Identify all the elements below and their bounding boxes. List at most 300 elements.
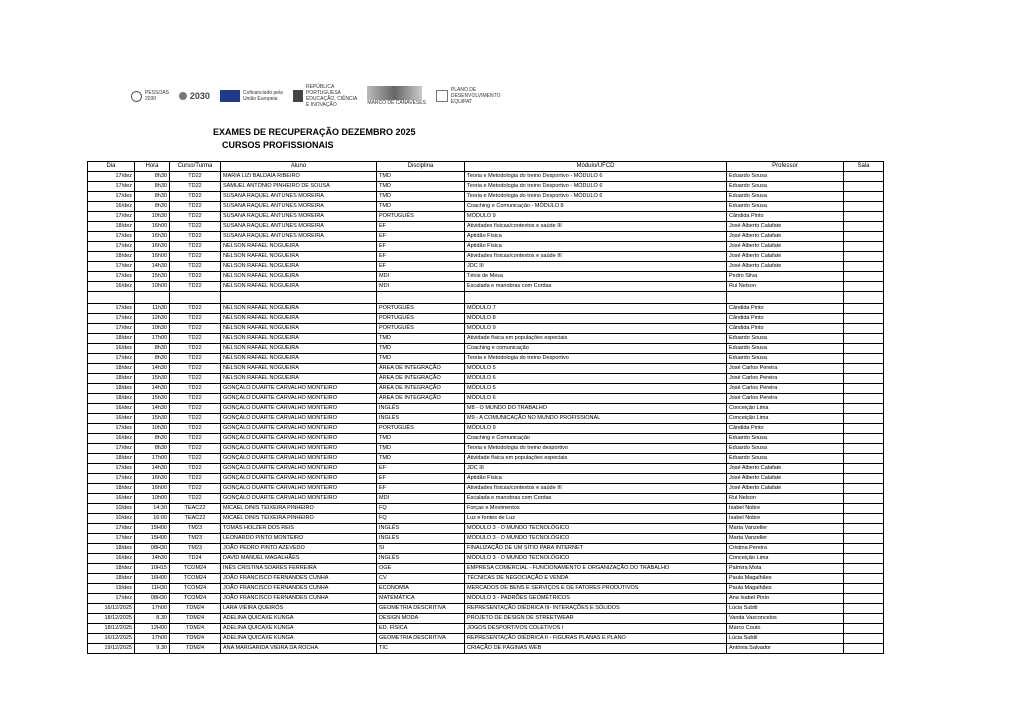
cell-turma: TD22: [170, 444, 221, 454]
cell-disciplina: INGLÊS: [377, 414, 465, 424]
cell-hora: 16:00: [135, 514, 170, 524]
cell-dia: 16/12/2025: [88, 634, 135, 644]
cell-aluno: DAVID MANUEL MAGALHÃES: [221, 554, 377, 564]
cell-turma: TD22: [170, 252, 221, 262]
cell-disciplina: PORTUGUÊS: [377, 424, 465, 434]
cell-sala: [844, 644, 884, 654]
cell-turma: TD22: [170, 282, 221, 292]
cell-hora: 8h30: [135, 344, 170, 354]
cell-sala: [844, 314, 884, 324]
cell-turma: TD22: [170, 384, 221, 394]
page-title: EXAMES DE RECUPERAÇÃO DEZEMBRO 2025: [213, 127, 416, 137]
cell-modulo: CRIAÇÃO DE PÁGINAS WEB: [465, 644, 727, 654]
cell-hora: 10h00: [135, 282, 170, 292]
cell-disciplina: MDI: [377, 282, 465, 292]
cell-professor: Rui Nelson: [727, 282, 844, 292]
cell-disciplina: PORTUGUÊS: [377, 212, 465, 222]
cell-modulo: MÓDULO 6: [465, 374, 727, 384]
cell-turma: TD22: [170, 414, 221, 424]
cell-dia: 17/dez: [88, 314, 135, 324]
cell-disciplina: PORTUGUÊS: [377, 304, 465, 314]
cell-dia: 10/dez: [88, 504, 135, 514]
cell-disciplina: EF: [377, 262, 465, 272]
cell-dia: 16/dez: [88, 434, 135, 444]
table-row: [88, 334, 884, 344]
table-body: [88, 172, 884, 654]
cell-hora: 8h30: [135, 192, 170, 202]
cell-professor: Pedro Silva: [727, 272, 844, 282]
cell-modulo: MÓDULO 6: [465, 394, 727, 404]
cell-disciplina: GEOMETRIA DESCRITIVA: [377, 604, 465, 614]
cell-turma: TD22: [170, 344, 221, 354]
cell-disciplina: TMD: [377, 354, 465, 364]
cell-hora: 8h30: [135, 202, 170, 212]
cell-professor: José Alberto Calafate: [727, 484, 844, 494]
cell-hora: 8h30: [135, 444, 170, 454]
table-row: [88, 414, 884, 424]
cell-modulo: JDC III: [465, 262, 727, 272]
cell-dia: 17/dez: [88, 354, 135, 364]
cell-professor: Eduardo Sousa: [727, 444, 844, 454]
cell-dia: 17/dez: [88, 304, 135, 314]
cell-aluno: MARIA LIZI BALDAIA RIBEIRO: [221, 172, 377, 182]
cell-hora: 15H00: [135, 524, 170, 534]
table-row: [88, 272, 884, 282]
cell-professor: Eduardo Sousa: [727, 202, 844, 212]
cell-sala: [844, 394, 884, 404]
cell-turma: TD22: [170, 242, 221, 252]
cell-sala: [844, 202, 884, 212]
cell-disciplina: GEOMETRIA DESCRITIVA: [377, 634, 465, 644]
cell-aluno: NELSON RAFAEL NOGUEIRA: [221, 354, 377, 364]
cell-aluno: NELSON RAFAEL NOGUEIRA: [221, 314, 377, 324]
cell-sala: [844, 584, 884, 594]
cell-professor: Marta Vanzeller: [727, 534, 844, 544]
cell-disciplina: OGE: [377, 564, 465, 574]
cell-modulo: MERCADOS DE BENS E SERVIÇOS E DE FATORES PRODUTIVOS: [465, 584, 727, 594]
cell-professor: Cândida Pinto: [727, 424, 844, 434]
cell-disciplina: FQ: [377, 514, 465, 524]
cell-dia: 16/dez: [88, 404, 135, 414]
cell-hora: 16h30: [135, 242, 170, 252]
cell-turma: TD22: [170, 304, 221, 314]
cell-hora: 15H00: [135, 534, 170, 544]
cell-aluno: NELSON RAFAEL NOGUEIRA: [221, 364, 377, 374]
cell-modulo: REPRESENTAÇÃO DIÉDRICA II - FIGURAS PLANAS E PLANO: [465, 634, 727, 644]
cell-turma: TDM24: [170, 634, 221, 644]
cell-modulo: Teoria e Metodologia do treino Desportivo - MÓDULO 6: [465, 172, 727, 182]
cell-turma: TD22: [170, 464, 221, 474]
cell-dia: 17/dez: [88, 242, 135, 252]
cell-dia: 17/dez: [88, 424, 135, 434]
exam-schedule-table: [87, 161, 884, 654]
cell-disciplina: ÁREA DE INTEGRAÇÃO: [377, 364, 465, 374]
cell-turma: TEAC22: [170, 514, 221, 524]
cell-hora: 14h30: [135, 554, 170, 564]
cell-disciplina: EF: [377, 484, 465, 494]
cell-professor: Eduardo Sousa: [727, 434, 844, 444]
cell-aluno: SUSANA RAQUEL ANTUNES MOREIRA: [221, 232, 377, 242]
cell-modulo: EMPRESA COMERCIAL - FUNCIONAMENTO E ORGANIZAÇÃO DO TRABALHO: [465, 564, 727, 574]
cell-disciplina: EF: [377, 222, 465, 232]
cell-professor: Paula Magalhães: [727, 584, 844, 594]
cell-disciplina: CV: [377, 574, 465, 584]
cell-aluno: LEONARDO PINTO MONTEIRO: [221, 534, 377, 544]
cell-modulo: MÓDULO 3 - PADRÕES GEOMÉTRICOS: [465, 594, 727, 604]
cell-hora: 8h30: [135, 172, 170, 182]
cell-hora: 11h30: [135, 304, 170, 314]
cell-turma: TEAC22: [170, 504, 221, 514]
cell-sala: [844, 624, 884, 634]
cell-turma: TD22: [170, 494, 221, 504]
cell-aluno: SUSANA RAQUEL ANTUNES MOREIRA: [221, 192, 377, 202]
cell-sala: [844, 262, 884, 272]
cell-hora: 10h00: [135, 494, 170, 504]
cell-professor: Marta Vanzeller: [727, 524, 844, 534]
cell-modulo: Teoria e Metodologia do treino Desportivo - MÓDULO 6: [465, 192, 727, 202]
cell-sala: [844, 444, 884, 454]
cell-turma: TD22: [170, 222, 221, 232]
cell-disciplina: INGLÊS: [377, 534, 465, 544]
cell-hora: 14h30: [135, 364, 170, 374]
cell-modulo: Teoria e Metodologia do treino Desportivo - MÓDULO 6: [465, 182, 727, 192]
cell-disciplina: PORTUGUÊS: [377, 314, 465, 324]
cell-modulo: M9 - A COMUNICAÇÃO NO MUNDO PROFISSIONAL: [465, 414, 727, 424]
cell-dia: 18/dez: [88, 394, 135, 404]
table-row: [88, 484, 884, 494]
cell-dia: [88, 292, 135, 304]
cell-turma: TCOM24: [170, 584, 221, 594]
cell-sala: [844, 212, 884, 222]
table-row: [88, 344, 884, 354]
cell-disciplina: ECONOMIA: [377, 584, 465, 594]
cell-hora: 17h00: [135, 604, 170, 614]
cell-professor: José Alberto Calafate: [727, 474, 844, 484]
cell-modulo: Atividades físicas/contextos e saúde III: [465, 222, 727, 232]
cell-sala: [844, 272, 884, 282]
cell-dia: 17/dez: [88, 464, 135, 474]
cell-turma: TD22: [170, 172, 221, 182]
table-row: [88, 292, 884, 304]
cell-hora: 8h30: [135, 182, 170, 192]
eu-flag-icon: [220, 90, 240, 102]
cell-professor: Isabel Nobre: [727, 514, 844, 524]
cell-turma: TM23: [170, 534, 221, 544]
cell-aluno: GONÇALO DUARTE CARVALHO MONTEIRO: [221, 464, 377, 474]
cell-dia: 10/dez: [88, 514, 135, 524]
cell-professor: Palmira Mota: [727, 564, 844, 574]
cell-sala: [844, 344, 884, 354]
cell-disciplina: TMD: [377, 172, 465, 182]
table-row: [88, 364, 884, 374]
cell-dia: 18/dez: [88, 454, 135, 464]
cell-dia: 17/dez: [88, 444, 135, 454]
cell-sala: [844, 514, 884, 524]
cell-disciplina: TIC: [377, 644, 465, 654]
cell-disciplina: TMD: [377, 202, 465, 212]
cell-dia: 16/dez: [88, 344, 135, 354]
table-row: [88, 634, 884, 644]
cell-sala: [844, 282, 884, 292]
cell-professor: [727, 292, 844, 304]
cell-turma: TD22: [170, 272, 221, 282]
cell-hora: 14h30: [135, 404, 170, 414]
cell-sala: [844, 504, 884, 514]
cell-dia: 17/dez: [88, 232, 135, 242]
cell-turma: TD22: [170, 324, 221, 334]
cell-hora: 16h30: [135, 474, 170, 484]
cell-modulo: Coaching e Comunicação: [465, 434, 727, 444]
cell-modulo: MÓDULO 5: [465, 364, 727, 374]
cell-professor: Eduardo Sousa: [727, 172, 844, 182]
cell-sala: [844, 464, 884, 474]
cell-dia: 17/dez: [88, 262, 135, 272]
table-row: [88, 242, 884, 252]
cell-hora: 16h00: [135, 484, 170, 494]
cell-sala: [844, 604, 884, 614]
cell-modulo: Atividade física em populações especiais: [465, 334, 727, 344]
cell-turma: TD22: [170, 424, 221, 434]
cell-aluno: GONÇALO DUARTE CARVALHO MONTEIRO: [221, 444, 377, 454]
table-row: [88, 524, 884, 534]
cell-sala: [844, 252, 884, 262]
cell-modulo: Ténis de Mesa: [465, 272, 727, 282]
cell-aluno: NELSON RAFAEL NOGUEIRA: [221, 242, 377, 252]
cell-dia: 18/12/2025: [88, 624, 135, 634]
cell-modulo: Atividade física em populações especiais: [465, 454, 727, 464]
cell-disciplina: TMD: [377, 434, 465, 444]
cell-hora: 17h00: [135, 454, 170, 464]
cell-aluno: JOÃO FRANCISCO FERNANDES CUNHA: [221, 594, 377, 604]
cell-professor: Vanda Vasconcelos: [727, 614, 844, 624]
cell-turma: TD22: [170, 182, 221, 192]
cell-hora: 10h30: [135, 324, 170, 334]
cell-professor: Cândida Pinto: [727, 212, 844, 222]
cell-hora: 08H30: [135, 544, 170, 554]
cell-aluno: NELSON RAFAEL NOGUEIRA: [221, 282, 377, 292]
cell-aluno: LARA VIEIRA QUEIRÓS: [221, 604, 377, 614]
cell-disciplina: EF: [377, 252, 465, 262]
cell-hora: 8h30: [135, 434, 170, 444]
cell-hora: 08H30: [135, 594, 170, 604]
cell-modulo: TÉCNICAS DE NEGOCIAÇÃO E VENDA: [465, 574, 727, 584]
cell-turma: TD22: [170, 232, 221, 242]
cell-professor: Eduardo Sousa: [727, 334, 844, 344]
cell-aluno: NELSON RAFAEL NOGUEIRA: [221, 334, 377, 344]
cell-aluno: NELSON RAFAEL NOGUEIRA: [221, 252, 377, 262]
cell-aluno: SUSANA RAQUEL ANTUNES MOREIRA: [221, 202, 377, 212]
cell-hora: 10H15: [135, 564, 170, 574]
table-row: [88, 434, 884, 444]
cell-turma: TD24: [170, 554, 221, 564]
cell-turma: TD22: [170, 394, 221, 404]
cell-aluno: ADELINA QUICAXE KUNGA: [221, 624, 377, 634]
cell-professor: Cristina Pereira: [727, 544, 844, 554]
table-row: [88, 202, 884, 212]
header-dia: Dia: [88, 162, 135, 172]
table-row: [88, 232, 884, 242]
eu-cofinanced-logo: Cofinanciado pela União Europeia: [220, 90, 283, 102]
cell-professor: José Alberto Calafate: [727, 252, 844, 262]
header-sala: Sala: [844, 162, 884, 172]
cell-aluno: JOÃO FRANCISCO FERNANDES CUNHA: [221, 574, 377, 584]
cell-aluno: SUSANA RAQUEL ANTUNES MOREIRA: [221, 212, 377, 222]
cell-modulo: Coaching e comunicação: [465, 344, 727, 354]
table-row: [88, 282, 884, 292]
cell-turma: [170, 292, 221, 304]
table-row: [88, 404, 884, 414]
cell-professor: José Carlos Pereira: [727, 374, 844, 384]
cell-professor: Conceição Lima: [727, 404, 844, 414]
cell-sala: [844, 434, 884, 444]
cell-dia: 17/dez: [88, 474, 135, 484]
table-row: [88, 504, 884, 514]
cell-modulo: Luz e fontes de Luz: [465, 514, 727, 524]
cell-sala: [844, 484, 884, 494]
table-row: [88, 192, 884, 202]
cell-sala: [844, 242, 884, 252]
cell-hora: 15h30: [135, 394, 170, 404]
cell-professor: José Carlos Pereira: [727, 364, 844, 374]
cell-aluno: ADELINA QUICAXE KUNGA: [221, 634, 377, 644]
cell-sala: [844, 374, 884, 384]
cell-dia: 17/dez: [88, 172, 135, 182]
cell-aluno: JOÃO PEDRO PINTO AZEVEDO: [221, 544, 377, 554]
page-subtitle: CURSOS PROFISSIONAIS: [222, 140, 334, 150]
cell-sala: [844, 614, 884, 624]
cell-dia: 17/dez: [88, 534, 135, 544]
cell-disciplina: ÁREA DE INTEGRAÇÃO: [377, 384, 465, 394]
cell-professor: Cândida Pinto: [727, 304, 844, 314]
cell-sala: [844, 182, 884, 192]
table-row: [88, 252, 884, 262]
cell-sala: [844, 594, 884, 604]
table-row: [88, 594, 884, 604]
portugal-2030-icon: [179, 92, 187, 100]
cell-turma: TDM24: [170, 644, 221, 654]
cell-disciplina: ÁREA DE INTEGRAÇÃO: [377, 394, 465, 404]
cell-modulo: MÓDULO 9: [465, 212, 727, 222]
cell-disciplina: TMD: [377, 192, 465, 202]
cell-disciplina: TMD: [377, 182, 465, 192]
cell-hora: 14:30: [135, 504, 170, 514]
cell-professor: José Alberto Calafate: [727, 242, 844, 252]
cell-disciplina: TMD: [377, 454, 465, 464]
cell-hora: 8h30: [135, 354, 170, 364]
cell-modulo: MÓDULO 3 - O MUNDO TECNOLÓGICO: [465, 534, 727, 544]
republica-portuguesa-logo: REPÚBLICA PORTUGUESA EDUCAÇÃO, CIÊNCIA E INOVAÇÃO: [293, 85, 357, 108]
cell-aluno: GONÇALO DUARTE CARVALHO MONTEIRO: [221, 434, 377, 444]
cell-turma: TCOM24: [170, 594, 221, 604]
header-professor: Professor: [727, 162, 844, 172]
cell-disciplina: EF: [377, 464, 465, 474]
cell-aluno: MICAEL DINIS TEIXEIRA PINHEIRO: [221, 514, 377, 524]
cell-hora: 16h00: [135, 252, 170, 262]
cell-aluno: JOÃO FRANCISCO FERNANDES CUNHA: [221, 584, 377, 594]
cell-aluno: SUSANA RAQUEL ANTUNES MOREIRA: [221, 222, 377, 232]
table-row: [88, 182, 884, 192]
cell-turma: TD22: [170, 202, 221, 212]
table-row: [88, 604, 884, 614]
cell-modulo: Teoria e Metodologia do treino desportivo: [465, 444, 727, 454]
cell-hora: 16h00: [135, 222, 170, 232]
cell-modulo: MÓDULO 5: [465, 384, 727, 394]
logo-strip: [131, 84, 500, 108]
cell-modulo: PROJETO DE DESIGN DE STREETWEAR: [465, 614, 727, 624]
cell-sala: [844, 172, 884, 182]
table-row: [88, 474, 884, 484]
cell-disciplina: DESIGN MODA: [377, 614, 465, 624]
cell-sala: [844, 634, 884, 644]
cell-modulo: [465, 292, 727, 304]
marco-canaveses-icon: [367, 86, 422, 100]
cell-dia: 16/dez: [88, 414, 135, 424]
cell-dia: 17/dez: [88, 524, 135, 534]
cell-turma: TD22: [170, 314, 221, 324]
cell-aluno: MICAEL DINIS TEIXEIRA PINHEIRO: [221, 504, 377, 514]
cell-professor: Antónia Salvador: [727, 644, 844, 654]
cell-dia: 19/dez: [88, 584, 135, 594]
cell-hora: 10h30: [135, 424, 170, 434]
cell-dia: 17/dez: [88, 272, 135, 282]
cell-sala: [844, 354, 884, 364]
cell-dia: 17/dez: [88, 212, 135, 222]
cell-hora: 17h00: [135, 634, 170, 644]
cell-aluno: GONÇALO DUARTE CARVALHO MONTEIRO: [221, 454, 377, 464]
cell-hora: 17h00: [135, 334, 170, 344]
cell-turma: TCOM24: [170, 564, 221, 574]
cell-dia: 16/dez: [88, 202, 135, 212]
cell-dia: 18/dez: [88, 364, 135, 374]
cell-turma: TD22: [170, 474, 221, 484]
cell-dia: 18/dez: [88, 564, 135, 574]
cell-aluno: GONÇALO DUARTE CARVALHO MONTEIRO: [221, 484, 377, 494]
cell-professor: Eduardo Sousa: [727, 344, 844, 354]
cell-turma: TD22: [170, 354, 221, 364]
cell-aluno: GONÇALO DUARTE CARVALHO MONTEIRO: [221, 404, 377, 414]
cell-hora: 15h30: [135, 272, 170, 282]
cell-professor: Conceição Lima: [727, 414, 844, 424]
cell-turma: TM23: [170, 524, 221, 534]
table-row: [88, 384, 884, 394]
cell-disciplina: EF: [377, 232, 465, 242]
cell-turma: TD22: [170, 404, 221, 414]
table-row: [88, 222, 884, 232]
cell-sala: [844, 192, 884, 202]
cell-professor: Cândida Pinto: [727, 314, 844, 324]
cell-professor: Eduardo Sousa: [727, 454, 844, 464]
cell-dia: 18/dez: [88, 484, 135, 494]
cell-professor: José Carlos Pereira: [727, 384, 844, 394]
cell-disciplina: INGLÊS: [377, 554, 465, 564]
cell-aluno: TOMÁS HOLZER DOS REIS: [221, 524, 377, 534]
cell-sala: [844, 534, 884, 544]
cell-sala: [844, 574, 884, 584]
cell-aluno: INÊS CRISTINA SOARES FERREIRA: [221, 564, 377, 574]
cell-modulo: Aptidão Física: [465, 232, 727, 242]
cell-sala: [844, 222, 884, 232]
cell-professor: Eduardo Sousa: [727, 354, 844, 364]
agrupamento-logo: PLANO DE DESENVOLVIMENTO EQUIPAT: [436, 88, 501, 105]
cell-sala: [844, 454, 884, 464]
cell-modulo: Aptidão Física: [465, 474, 727, 484]
cell-dia: 18/dez: [88, 252, 135, 262]
cell-turma: TD22: [170, 434, 221, 444]
cell-disciplina: ED. FÍSICA: [377, 624, 465, 634]
cell-disciplina: SI: [377, 544, 465, 554]
cell-disciplina: MATEMÁTICA: [377, 594, 465, 604]
table-row: [88, 544, 884, 554]
